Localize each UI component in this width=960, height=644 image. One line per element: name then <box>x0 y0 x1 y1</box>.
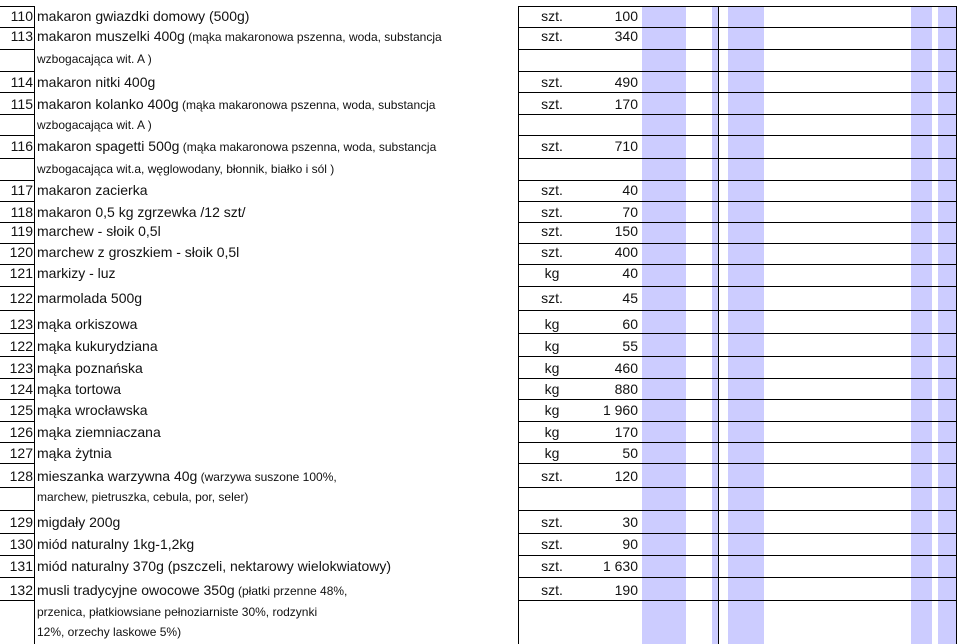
row-number: 123 <box>9 360 33 376</box>
row-divider <box>0 158 34 159</box>
quantity-cell: 90 <box>622 536 638 552</box>
unit-cell: szt. <box>541 223 563 239</box>
row-divider <box>0 378 34 379</box>
quantity-cell: 1 960 <box>602 402 638 418</box>
product-name <box>37 424 161 440</box>
row-divider <box>518 92 956 93</box>
unit-cell: kg <box>544 360 560 376</box>
product-name-text: makaron gwiazdki domowy (500g) <box>37 8 250 24</box>
product-name <box>37 338 158 354</box>
quantity-cell: 70 <box>622 204 638 220</box>
row-number: 120 <box>9 244 33 260</box>
product-note: (mąka makaronowa pszenna, woda, substancja <box>184 30 442 44</box>
row-number: 116 <box>10 138 33 154</box>
product-name-text: miód naturalny 1kg-1,2kg <box>37 536 195 552</box>
product-name-text: miód naturalny 370g (pszczeli, nektarowy wielokwiatowy) <box>37 558 392 574</box>
unit-cell: szt. <box>541 182 563 198</box>
unit-cell: kg <box>544 316 560 332</box>
row-number: 123 <box>9 316 33 332</box>
product-name <box>37 468 337 484</box>
unit-cell: szt. <box>541 138 563 154</box>
row-divider <box>0 201 34 202</box>
product-name-text: makaron 0,5 kg zgrzewka /12 szt/ <box>37 204 246 220</box>
row-number: 119 <box>10 223 33 239</box>
row-number: 122 <box>9 338 33 354</box>
row-divider <box>518 510 956 511</box>
unit-cell: kg <box>544 402 560 418</box>
row-divider <box>518 201 956 202</box>
row-divider <box>0 114 34 115</box>
product-name <box>37 28 442 44</box>
product-description-line: wzbogacająca wit.a, węglowodany, błonnik, białko i sól ) <box>37 162 335 176</box>
row-divider <box>0 600 34 601</box>
unit-cell: szt. <box>541 290 563 306</box>
row-divider <box>0 399 34 400</box>
product-name <box>37 360 143 376</box>
row-divider <box>0 135 34 136</box>
column-divider <box>518 6 519 644</box>
product-name-text: marmolada 500g <box>37 290 143 306</box>
row-divider <box>0 310 34 311</box>
row-number: 132 <box>9 582 33 598</box>
unit-cell: szt. <box>541 74 563 90</box>
product-name <box>37 290 142 306</box>
row-divider <box>518 114 956 115</box>
row-divider <box>0 510 34 511</box>
row-divider <box>0 180 34 181</box>
row-divider <box>0 356 34 357</box>
shaded-column <box>642 6 686 644</box>
product-name-text: mąka orkiszowa <box>37 316 138 332</box>
product-name <box>37 514 120 530</box>
product-name-text: mąka kukurydziana <box>37 338 158 354</box>
unit-cell: szt. <box>541 204 563 220</box>
column-divider <box>718 6 719 644</box>
product-name <box>37 381 121 397</box>
column-divider <box>34 6 35 644</box>
product-description-line: 12%, orzechy laskowe 5%) <box>37 625 182 639</box>
product-name <box>37 536 194 552</box>
product-name <box>37 402 147 418</box>
unit-cell: szt. <box>541 514 563 530</box>
quantity-cell: 170 <box>614 96 638 112</box>
unit-cell: kg <box>544 265 560 281</box>
quantity-cell: 45 <box>622 290 638 306</box>
row-divider <box>518 310 956 311</box>
product-name-text: makaron spagetti 500g <box>37 138 180 154</box>
row-divider <box>0 555 34 556</box>
product-name <box>37 96 435 112</box>
row-divider <box>518 533 956 534</box>
row-divider <box>0 463 34 464</box>
row-divider <box>0 487 34 488</box>
row-number: 124 <box>9 381 33 397</box>
quantity-cell: 460 <box>614 360 638 376</box>
quantity-cell: 190 <box>614 582 638 598</box>
row-divider <box>518 158 956 159</box>
row-divider <box>0 286 34 287</box>
product-name-text: markizy - luz <box>37 265 116 281</box>
quantity-cell: 60 <box>622 316 638 332</box>
product-name <box>37 445 112 461</box>
shaded-column <box>911 6 932 644</box>
product-name <box>37 244 239 260</box>
product-name <box>37 316 137 332</box>
row-number: 113 <box>10 28 33 44</box>
row-number: 130 <box>9 536 33 552</box>
row-divider <box>518 442 956 443</box>
row-divider <box>518 135 956 136</box>
row-divider <box>518 577 956 578</box>
row-divider <box>518 600 956 601</box>
row-divider <box>518 286 956 287</box>
quantity-cell: 40 <box>622 265 638 281</box>
quantity-cell: 880 <box>614 381 638 397</box>
unit-cell: szt. <box>541 96 563 112</box>
product-name-text: mieszanka warzywna 40g <box>37 468 198 484</box>
quantity-cell: 150 <box>614 223 638 239</box>
product-description-line: wzbogacająca wit. A ) <box>37 118 152 132</box>
product-name-text: musli tradycyjne owocowe 350g <box>37 582 235 598</box>
quantity-cell: 170 <box>614 424 638 440</box>
row-divider <box>518 487 956 488</box>
row-divider <box>518 6 956 7</box>
quantity-cell: 30 <box>622 514 638 530</box>
row-number: 126 <box>9 424 33 440</box>
row-divider <box>518 49 956 50</box>
row-number: 128 <box>9 468 33 484</box>
product-name <box>37 265 116 281</box>
product-name <box>37 558 391 574</box>
product-name-text: mąka poznańska <box>37 360 143 376</box>
product-name <box>37 74 155 90</box>
product-name-text: mąka wrocławska <box>37 402 148 418</box>
product-name-text: migdały 200g <box>37 514 121 530</box>
row-divider <box>518 463 956 464</box>
quantity-cell: 40 <box>622 182 638 198</box>
row-divider <box>0 49 34 50</box>
product-name-text: marchew - słoik 0,5l <box>37 223 161 239</box>
row-number: 117 <box>10 182 33 198</box>
row-divider <box>0 333 34 334</box>
row-divider <box>0 577 34 578</box>
product-name-text: mąka tortowa <box>37 381 122 397</box>
row-divider <box>518 356 956 357</box>
quantity-cell: 710 <box>614 138 638 154</box>
product-description-line: marchew, pietruszka, cebula, por, seler) <box>37 490 249 504</box>
unit-cell: kg <box>544 445 560 461</box>
quantity-cell: 1 630 <box>602 558 638 574</box>
quantity-cell: 100 <box>614 8 638 24</box>
shaded-column <box>938 6 956 644</box>
product-name <box>37 182 148 198</box>
quantity-cell: 50 <box>622 445 638 461</box>
row-divider <box>518 421 956 422</box>
quantity-cell: 120 <box>614 468 638 484</box>
unit-cell: kg <box>544 424 560 440</box>
product-note: (płatki przenne 48%, <box>234 584 348 598</box>
product-description-line: przenica, płatkiowsiane pełnoziarniste 30%, rodzynki <box>37 605 318 619</box>
row-number: 115 <box>10 96 33 112</box>
product-description-line: wzbogacająca wit. A ) <box>37 52 152 66</box>
unit-cell: szt. <box>541 558 563 574</box>
product-name-text: makaron zacierka <box>37 182 148 198</box>
unit-cell: szt. <box>541 582 563 598</box>
product-note: (mąka makaronowa pszenna, woda, substancja <box>179 140 437 154</box>
row-number: 121 <box>9 265 33 281</box>
product-name-text: mąka ziemniaczana <box>37 424 161 440</box>
product-name-text: makaron nitki 400g <box>37 74 156 90</box>
row-divider <box>518 555 956 556</box>
product-name-text: marchew z groszkiem - słoik 0,5l <box>37 244 240 260</box>
row-number: 125 <box>9 402 33 418</box>
row-number: 127 <box>9 445 33 461</box>
row-number: 122 <box>9 290 33 306</box>
unit-cell: kg <box>544 338 560 354</box>
product-name-text: makaron muszelki 400g <box>37 28 185 44</box>
unit-cell: kg <box>544 381 560 397</box>
row-divider <box>0 421 34 422</box>
unit-cell: szt. <box>541 8 563 24</box>
row-number: 114 <box>10 74 33 90</box>
product-name <box>37 204 246 220</box>
row-divider <box>0 442 34 443</box>
unit-cell: szt. <box>541 536 563 552</box>
row-divider <box>0 533 34 534</box>
shaded-column <box>728 6 764 644</box>
row-divider <box>0 6 34 7</box>
quantity-cell: 55 <box>622 338 638 354</box>
row-number: 110 <box>10 8 33 24</box>
product-name <box>37 138 436 154</box>
row-number: 131 <box>9 558 33 574</box>
unit-cell: szt. <box>541 28 563 44</box>
product-note: (warzywa suszone 100%, <box>197 470 337 484</box>
row-divider <box>518 333 956 334</box>
row-number: 129 <box>9 514 33 530</box>
row-divider <box>518 378 956 379</box>
quantity-cell: 490 <box>614 74 638 90</box>
product-name <box>37 582 347 598</box>
product-name <box>37 8 249 24</box>
row-divider <box>0 92 34 93</box>
row-divider <box>518 399 956 400</box>
column-divider <box>956 6 957 644</box>
product-name-text: makaron kolanko 400g <box>37 96 179 112</box>
unit-cell: szt. <box>541 468 563 484</box>
quantity-cell: 400 <box>614 244 638 260</box>
product-note: (mąka makaronowa pszenna, woda, substancja <box>178 98 436 112</box>
quantity-cell: 340 <box>614 28 638 44</box>
row-divider <box>518 180 956 181</box>
product-name <box>37 223 161 239</box>
row-number: 118 <box>10 204 33 220</box>
row-divider <box>518 71 956 72</box>
unit-cell: szt. <box>541 244 563 260</box>
product-name-text: mąka żytnia <box>37 445 112 461</box>
row-divider <box>0 71 34 72</box>
